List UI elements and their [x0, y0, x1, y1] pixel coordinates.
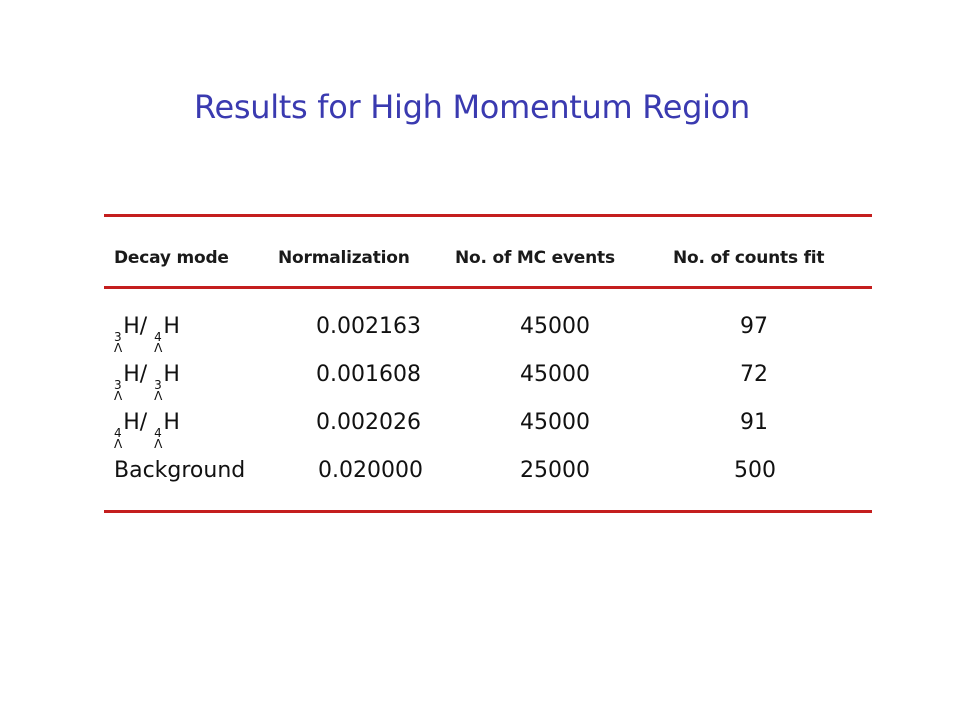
- table-top-rule: [104, 214, 872, 217]
- mc-events-cell: 45000: [520, 410, 590, 435]
- counts-fit-cell: 97: [740, 314, 768, 339]
- nucleus-a: 3 Λ H: [114, 314, 140, 355]
- decay-mode-cell: 3 Λ H/ 4 Λ H: [114, 314, 180, 355]
- nucleus-a: 3 Λ H: [114, 362, 140, 403]
- page-title: Results for High Momentum Region: [193, 88, 751, 126]
- nucleus-b: 4 Λ H: [154, 410, 180, 451]
- nucleus-b: 3 Λ H: [154, 362, 180, 403]
- mc-events-cell: 45000: [520, 314, 590, 339]
- nucleus-b: 4 Λ H: [154, 314, 180, 355]
- table-header-rule: [104, 286, 872, 289]
- mc-events-cell: 25000: [520, 458, 590, 483]
- decay-mode-cell: 4 Λ H/ 4 Λ H: [114, 410, 180, 451]
- normalization-cell: 0.020000: [318, 458, 423, 483]
- nucleus-a: 4 Λ H: [114, 410, 140, 451]
- table-row: [0, 458, 960, 488]
- header-mc-events: No. of MC events: [455, 248, 615, 268]
- decay-mode-cell: 3 Λ H/ 3 Λ H: [114, 362, 180, 403]
- counts-fit-cell: 500: [734, 458, 776, 483]
- normalization-cell: 0.002163: [316, 314, 421, 339]
- table-row: [0, 314, 960, 355]
- table-row: [0, 362, 960, 403]
- header-counts-fit: No. of counts fit: [673, 248, 825, 268]
- header-normalization: Normalization: [278, 248, 410, 268]
- header-decay-mode: Decay mode: [114, 248, 229, 268]
- table-bottom-rule: [104, 510, 872, 513]
- normalization-cell: 0.002026: [316, 410, 421, 435]
- normalization-cell: 0.001608: [316, 362, 421, 387]
- counts-fit-cell: 91: [740, 410, 768, 435]
- mc-events-cell: 45000: [520, 362, 590, 387]
- table-row: [0, 410, 960, 451]
- counts-fit-cell: 72: [740, 362, 768, 387]
- decay-mode-cell: Background: [114, 458, 246, 483]
